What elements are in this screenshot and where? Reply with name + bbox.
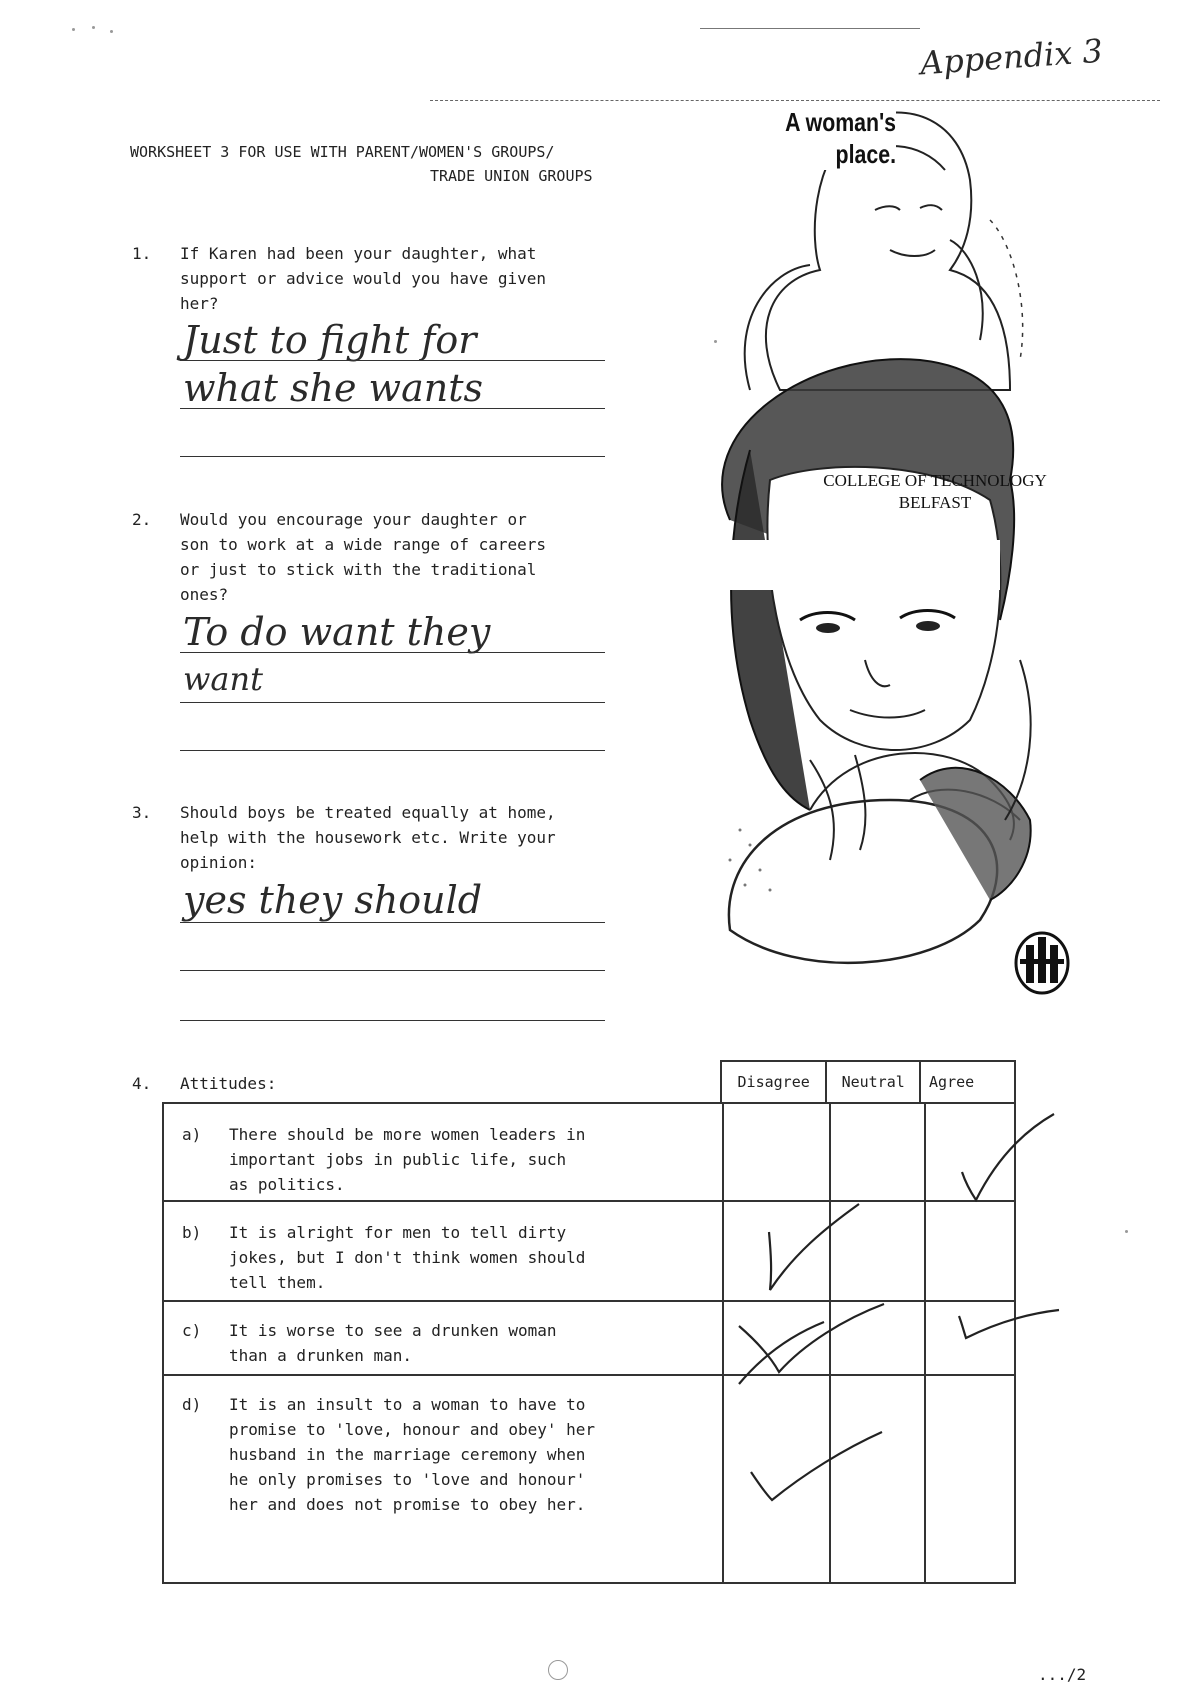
answer-1-rule	[180, 360, 605, 361]
column-agree: Agree	[929, 1073, 975, 1091]
attitude-row-d-letter: d)	[182, 1395, 202, 1414]
question-1-number: 1.	[132, 244, 152, 263]
question-1-line: support or advice would you have given	[180, 269, 547, 288]
attitude-row-b-line: It is alright for men to tell dirty	[229, 1223, 567, 1242]
answer-2-line2[interactable]: want	[183, 660, 263, 698]
appendix-note: Appendix 3	[918, 31, 1105, 83]
question-3-line: Should boys be treated equally at home,	[180, 803, 556, 822]
poster-headline-line1: A woman's	[785, 107, 896, 137]
attitude-row-a-line: There should be more women leaders in	[229, 1125, 586, 1144]
check-mark-icon	[769, 1204, 859, 1290]
attitude-row-d-line: her and does not promise to obey her.	[229, 1495, 586, 1514]
attitude-row-b-line: tell them.	[229, 1273, 326, 1292]
attitudes-label: Attitudes:	[180, 1074, 277, 1093]
answer-1-rule	[180, 408, 605, 409]
question-3-text	[180, 800, 650, 875]
poster-drawing	[690, 100, 1100, 990]
check-mark-icon	[962, 1114, 1054, 1200]
attitude-row-a-line: important jobs in public life, such	[229, 1150, 567, 1169]
worksheet-title-line2: TRADE UNION GROUPS	[430, 167, 593, 185]
attitude-row-d-line: It is an insult to a woman to have to	[229, 1395, 586, 1414]
page-circle-mark	[548, 1660, 568, 1680]
question-2-line: son to work at a wide range of careers	[180, 535, 547, 554]
college-name-line1: COLLEGE OF TECHNOLOGY	[823, 471, 1047, 490]
question-1-line: her?	[180, 294, 219, 313]
scan-speck	[72, 28, 75, 31]
scan-speck	[714, 340, 717, 343]
page-continuation: .../2	[1038, 1665, 1087, 1684]
question-2-line: Would you encourage your daughter or	[180, 510, 527, 529]
poster-headline-line2: place.	[835, 139, 896, 169]
poster-headline	[726, 106, 896, 170]
college-name	[795, 470, 1075, 514]
attitude-row-c-line: It is worse to see a drunken woman	[229, 1321, 557, 1340]
response-marks	[164, 1054, 1064, 1594]
answer-2-rule	[180, 750, 605, 751]
answer-3-rule	[180, 1020, 605, 1021]
poster-illustration	[690, 100, 1100, 990]
answer-3-rule	[180, 970, 605, 971]
attitude-row-c-line: than a drunken man.	[229, 1346, 413, 1365]
answer-1-line2[interactable]: what she wants	[183, 366, 483, 410]
column-neutral: Neutral	[827, 1062, 921, 1104]
question-3-line: opinion:	[180, 853, 258, 872]
question-3-line: help with the housework etc. Write your	[180, 828, 556, 847]
check-mark-icon	[959, 1310, 1059, 1338]
question-4-number: 4.	[132, 1074, 152, 1093]
check-mark-icon	[751, 1432, 882, 1500]
attitude-row-d-line: promise to 'love, honour and obey' her	[229, 1420, 596, 1439]
scan-speck	[110, 30, 113, 33]
attitude-row-b-line: jokes, but I don't think women should	[229, 1248, 586, 1267]
question-2-text	[180, 507, 650, 607]
worksheet-title-line1: WORKSHEET 3 FOR USE WITH PARENT/WOMEN'S GROUPS/	[130, 143, 555, 161]
college-crest	[1012, 925, 1072, 995]
attitudes-table	[162, 1102, 1016, 1584]
attitude-row-a-line: as politics.	[229, 1175, 345, 1194]
answer-3-line1[interactable]: yes they should	[183, 878, 483, 922]
answer-2-rule	[180, 652, 605, 653]
question-2-line: or just to stick with the traditional	[180, 560, 537, 579]
answer-1-line1[interactable]: Just to fight for	[183, 318, 477, 362]
question-1-text	[180, 241, 650, 316]
question-2-number: 2.	[132, 510, 152, 529]
question-2-line: ones?	[180, 585, 229, 604]
attitude-row-b-letter: b)	[182, 1223, 202, 1242]
scan-speck	[1125, 1230, 1128, 1233]
attitude-row-d-line: husband in the marriage ceremony when	[229, 1445, 586, 1464]
question-3-number: 3.	[132, 803, 152, 822]
question-1-line: If Karen had been your daughter, what	[180, 244, 537, 263]
scan-speck	[92, 26, 95, 29]
college-name-line2: BELFAST	[898, 493, 972, 512]
answer-2-rule	[180, 702, 605, 703]
attitude-row-c-letter: c)	[182, 1321, 202, 1340]
crossed-check-icon	[739, 1304, 884, 1384]
crest-icon	[1012, 925, 1072, 995]
header-rule-small	[700, 28, 920, 29]
answer-1-rule	[180, 456, 605, 457]
attitude-row-d-line: he only promises to 'love and honour'	[229, 1470, 586, 1489]
answer-3-rule	[180, 922, 605, 923]
answer-2-line1[interactable]: To do want they	[183, 610, 491, 654]
column-disagree: Disagree	[722, 1062, 827, 1104]
attitude-row-a-letter: a)	[182, 1125, 202, 1144]
